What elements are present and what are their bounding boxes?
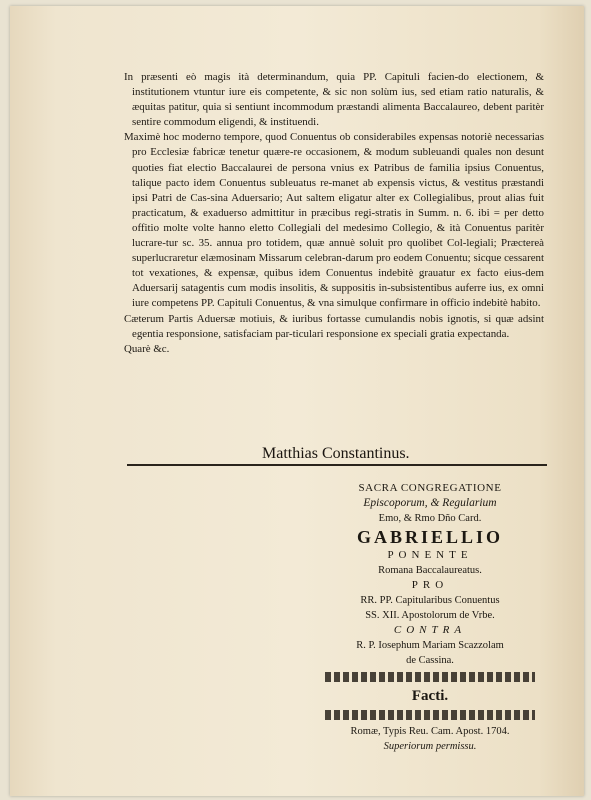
ornament-band-top — [325, 672, 535, 682]
imprint-line: Romæ, Typis Reu. Cam. Apost. 1704. — [350, 726, 510, 737]
opponent-line-2: de Cassina. — [406, 655, 454, 666]
cardinal-name: GABRIELLIO — [356, 527, 504, 547]
opponent-line-1: R. P. Iosephum Mariam Scazzolam — [356, 640, 504, 651]
party-line-1: RR. PP. Capitularibus Conuentus — [360, 595, 500, 606]
congregation-subtitle: Episcoporum, & Regularium — [363, 497, 497, 509]
signature: Matthias Constantinus. — [262, 445, 410, 462]
body-text — [124, 70, 544, 357]
cardinal-line: Emo, & Rmo Dño Card. — [378, 513, 482, 524]
paragraph-3: Cæterum Partis Aduersæ motiuis, & iuribus fortasse cumulandis nobis ignotis, si quæ adsint egentia responsione, satisfaciam par-ticulari responsione ex speciali gratia expectanda. — [124, 312, 544, 340]
party-line-2: SS. XII. Apostolorum de Vrbe. — [365, 610, 495, 621]
congregation-title: SACRA CONGREGATIONE — [358, 482, 502, 494]
ornament-band-bottom — [325, 710, 535, 720]
case-title: Romana Baccalaureatus. — [378, 565, 482, 576]
permission-line: Superiorum permissu. — [383, 741, 477, 752]
facti-heading: Facti. — [411, 688, 449, 704]
title-block — [300, 480, 560, 754]
paragraph-1: In præsenti eò magis ità determinandum, quia PP. Capituli facien-do electionem, & institutionem vtuntur iure eis competente, & sic non solùm ius, sed etiam ratio naturalis, & æquitas patitur, quia si sentiunt incommodum præstandi alimenta Baccalaureo, debent paritèr sentire commodum eligendi, & instituendi. — [124, 71, 544, 129]
paragraph-2: Maximè hoc moderno tempore, quod Conuentus ob considerabiles expensas notoriè necessarias pro Ecclesiæ fabricæ tenetur quære-re occasionem, & modum subleuandi quales non desunt quoties fiat electio Baccalaurei de persona vnius ex Patribus de familia ipsius Conuentus, talique pacto idem Conuentus subleuatus re-manet ab expensis victus, & vestitus præstandi ipsi Patri de Cas-sina Aduersario; Aut saltem eligatur alter ex Collegialibus, prout alias fuit practicatum, & exaduerso admittitur in præcibus regi-stratis in Summ. n. 6. ibi = per detto offitio molte volte hanno eletto Collegiali del medesimo Collegio, & ità Conuentus paritèr lucrare-tur sc. 35. annua pro totidem, quæ annuè soluit pro quolibet Col-legiali; Præctereà superlucraretur elæmosinam Missarum celebran-darum pro eodem Conuentu; sicque cessarent tot vexationes, & expensæ, quibus idem Conuentus indebitè grauatur ex facto eius-dem Aduersarij satagentis cum modis insolitis, & suppositis in-subsistentibus auferre ius, ex omni iure competens PP. Capituli Conuentus, & vna simulque confirmare in officio indebitè habito. — [124, 131, 544, 310]
pro-label: PRO — [411, 579, 449, 591]
divider-rule — [127, 464, 547, 466]
bleed-through-text — [80, 476, 300, 736]
contra-label: CONTRA — [393, 624, 467, 636]
paragraph-4: Quarè &c. — [124, 342, 170, 355]
ponente-label: PONENTE — [387, 549, 473, 561]
